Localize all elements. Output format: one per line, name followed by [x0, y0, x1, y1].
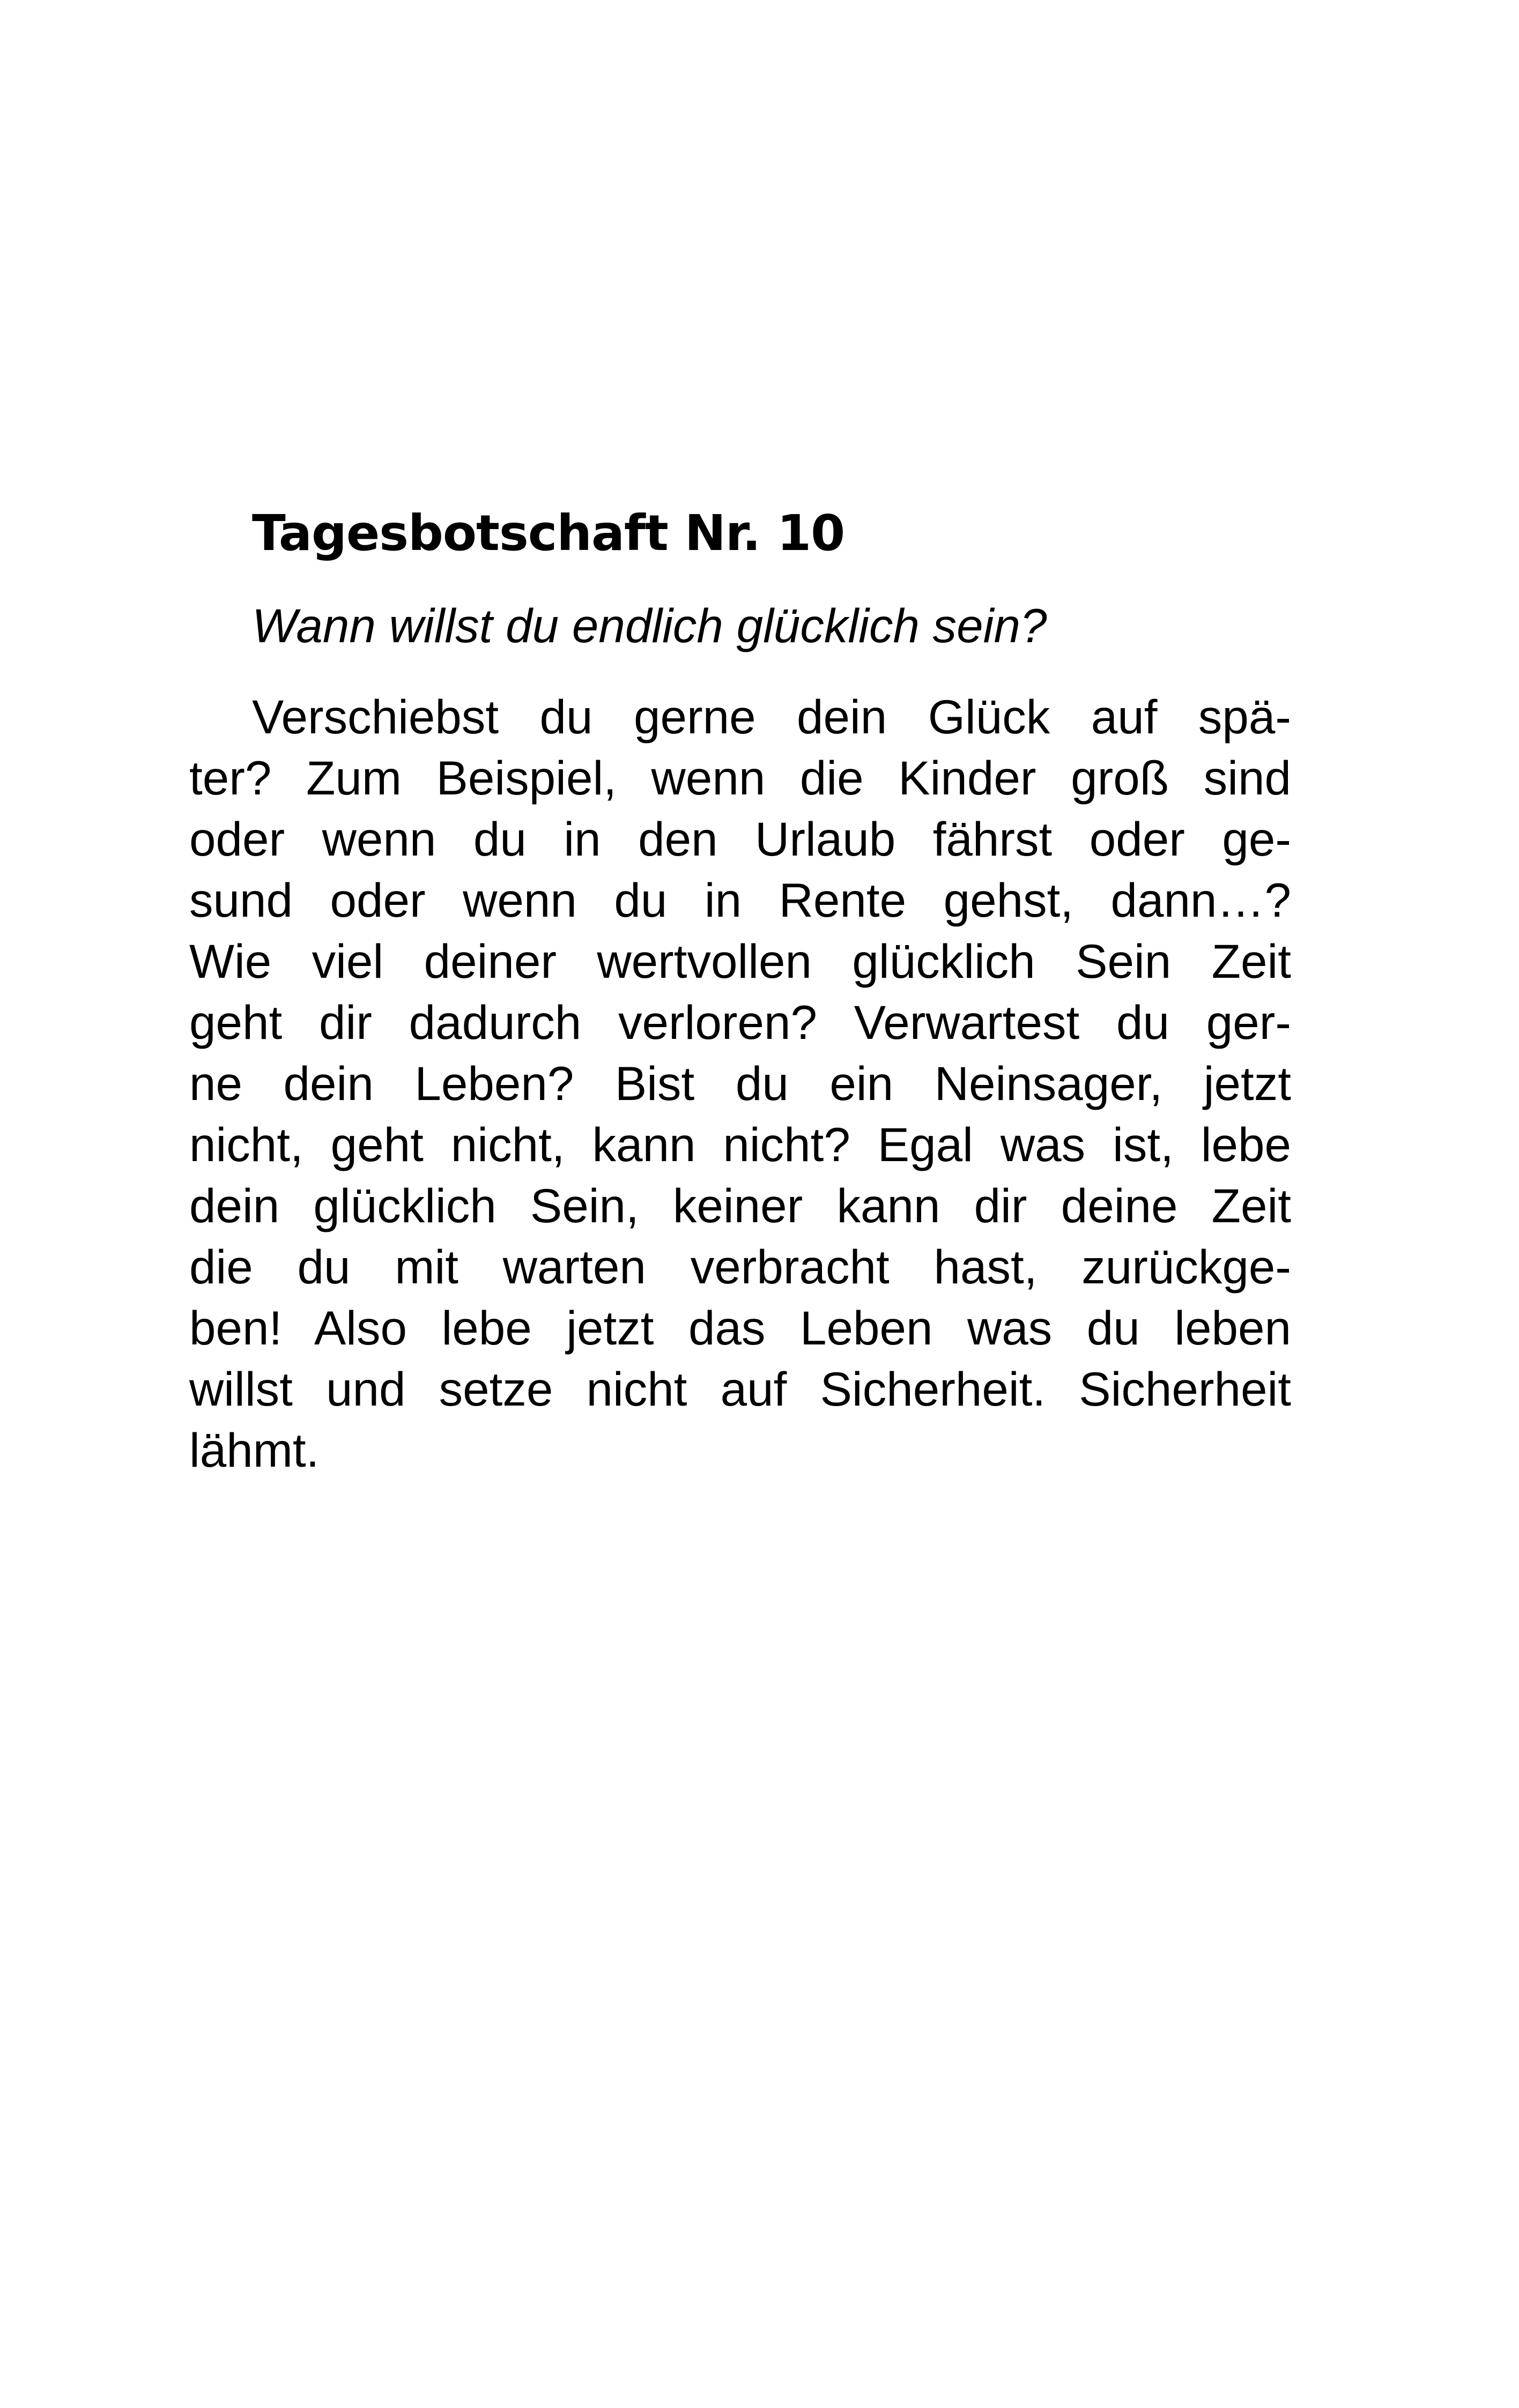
body-line: ben! Also lebe jetzt das Leben was du leben	[189, 1301, 1291, 1355]
body-paragraph	[189, 686, 1291, 1481]
body-line: oder wenn du in den Urlaub fährst oder ge-	[189, 812, 1291, 866]
body-line: die du mit warten verbracht hast, zurückge-	[189, 1240, 1291, 1294]
body-line: ter? Zum Beispiel, wenn die Kinder groß sind	[189, 751, 1291, 805]
page-title: Tagesbotschaft Nr. 10	[252, 504, 845, 562]
subtitle: Wann willst du endlich glücklich sein?	[252, 599, 1047, 652]
body-line: Verschiebst du gerne dein Glück auf spä-	[252, 690, 1291, 744]
body-line: lähmt.	[189, 1423, 320, 1477]
body-line: Wie viel deiner wertvollen glücklich Sein Zeit	[189, 934, 1291, 988]
body-line: nicht, geht nicht, kann nicht? Egal was ist, lebe	[189, 1118, 1291, 1171]
body-line: willst und setze nicht auf Sicherheit. Sicherheit	[189, 1362, 1291, 1416]
body-line: sund oder wenn du in Rente gehst, dann…?	[189, 873, 1291, 927]
body-line: ne dein Leben? Bist du ein Neinsager, jetzt	[189, 1057, 1291, 1110]
body-line: geht dir dadurch verloren? Verwartest du ger-	[189, 995, 1291, 1049]
body-line: dein glücklich Sein, keiner kann dir deine Zeit	[189, 1179, 1291, 1232]
